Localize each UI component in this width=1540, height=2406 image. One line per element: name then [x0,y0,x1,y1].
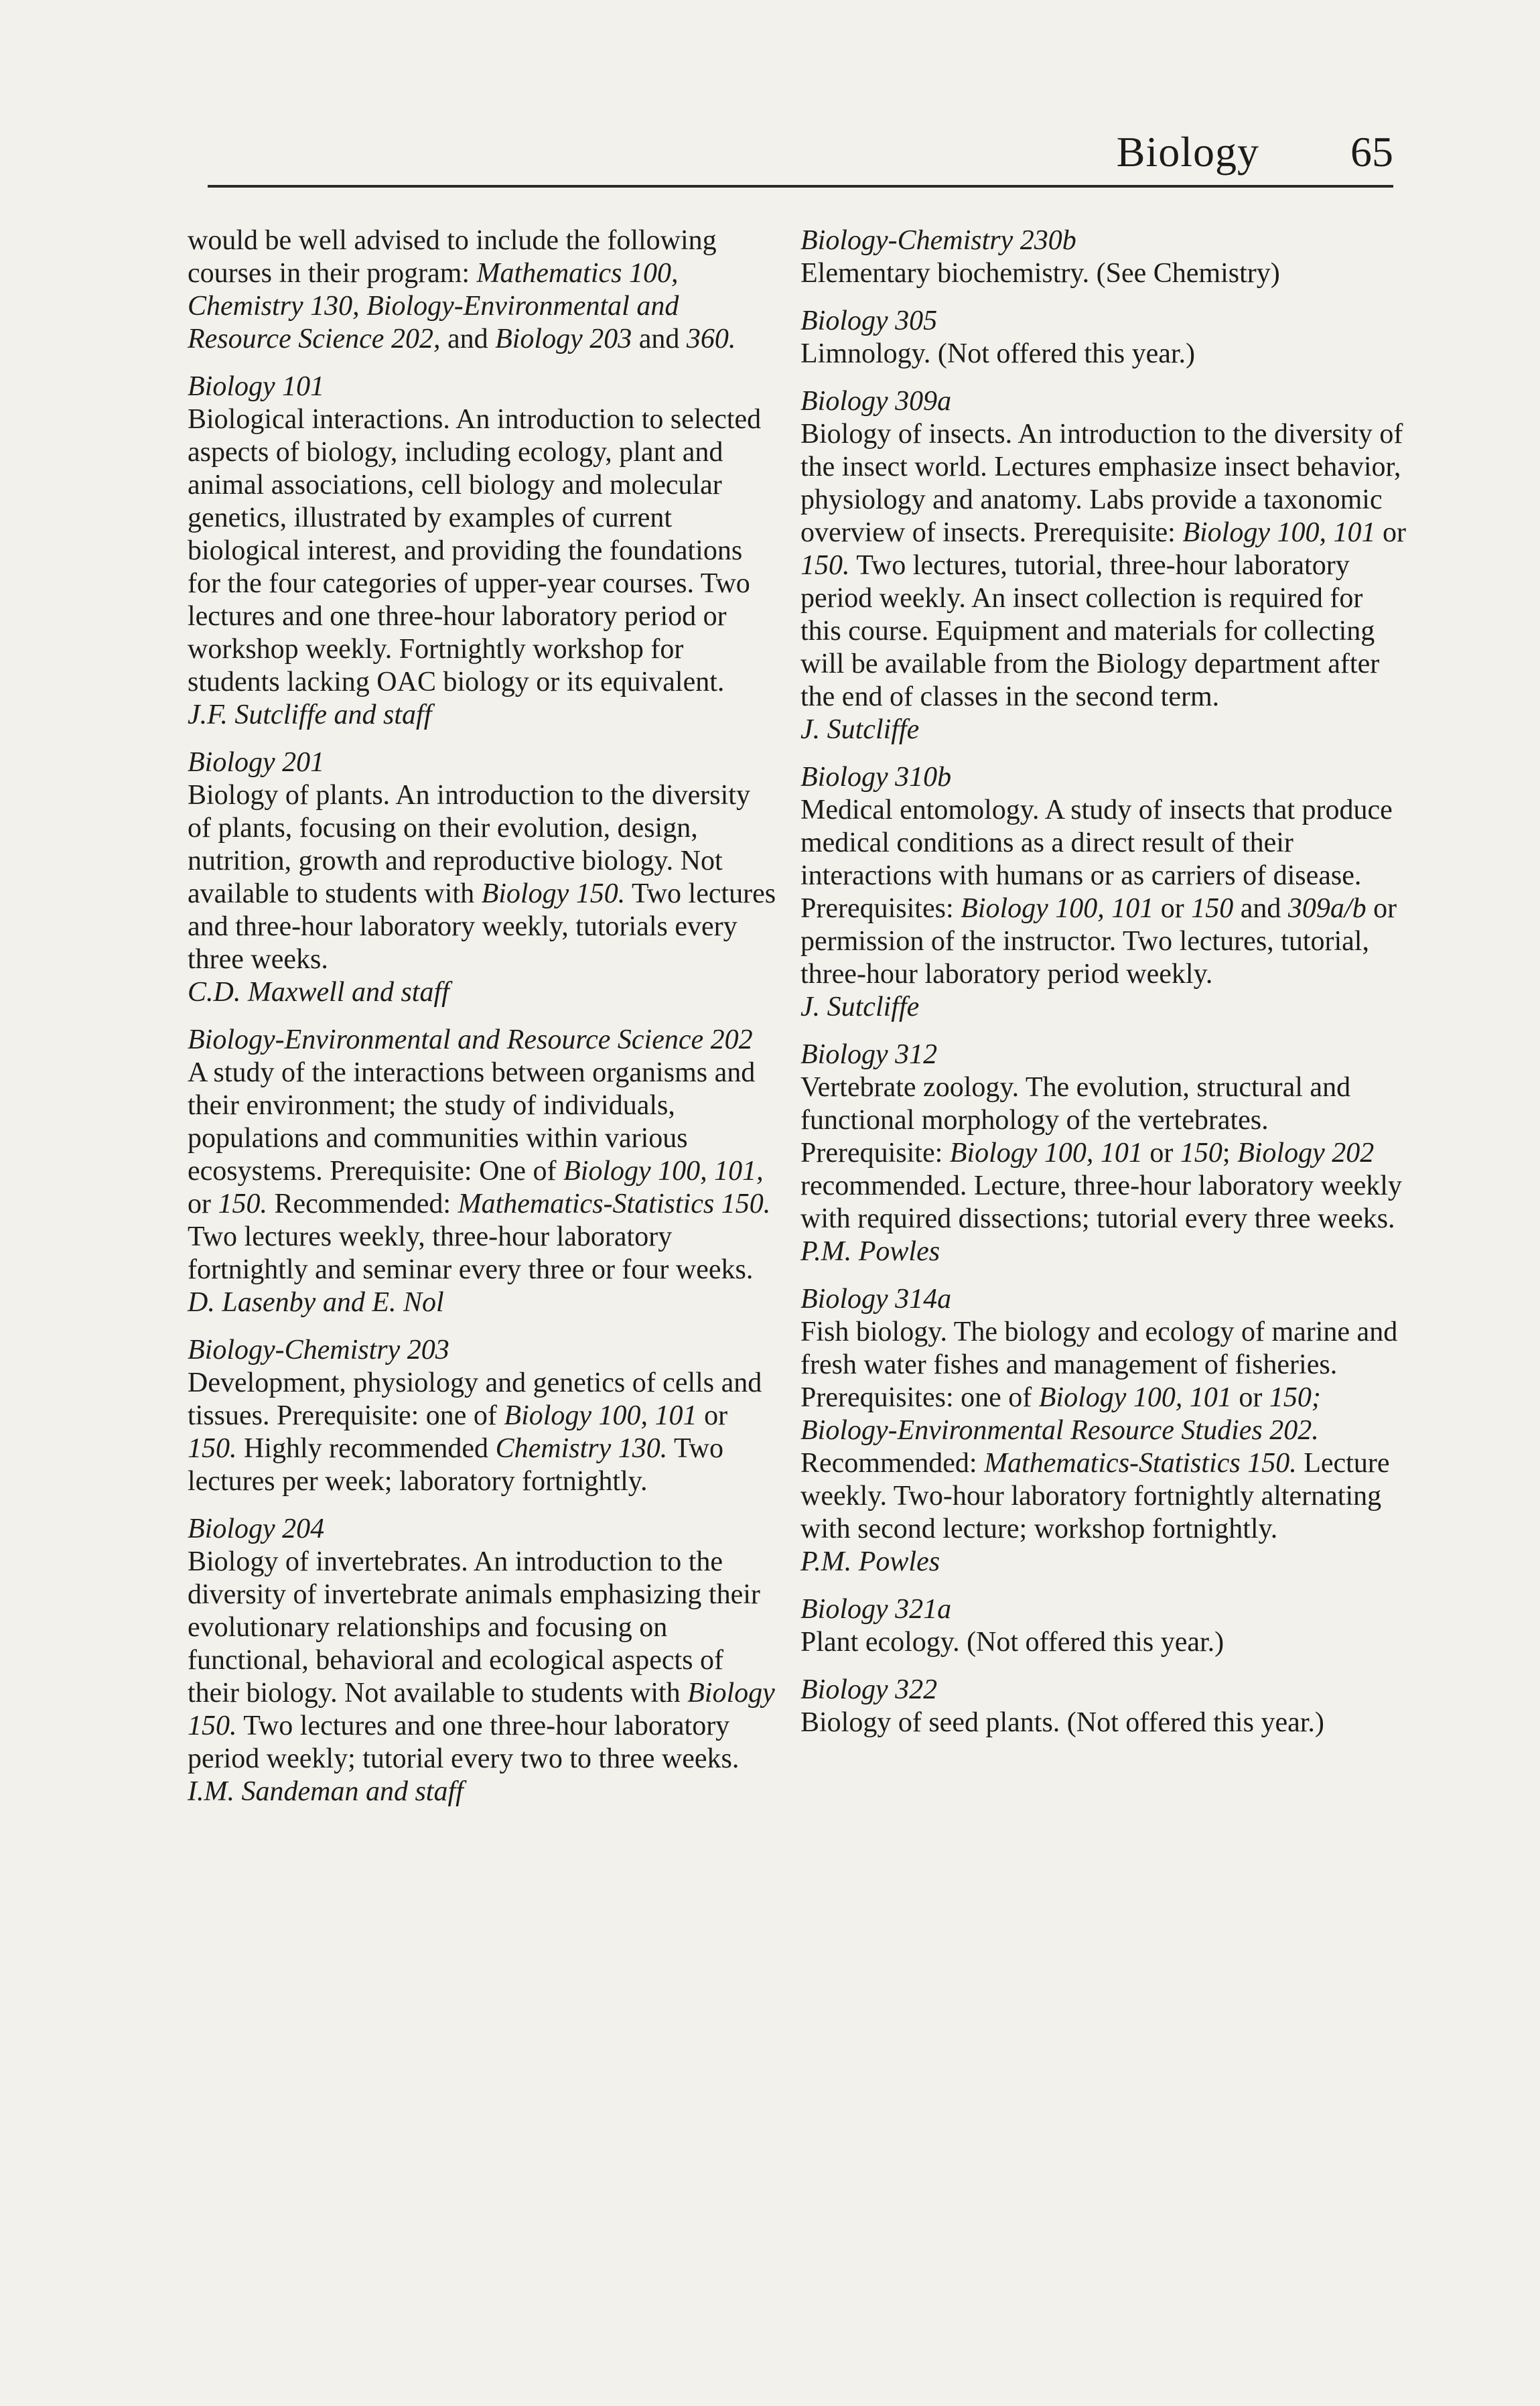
course-title: Biology 101 [188,371,325,402]
course-description [800,418,1407,714]
course-reference: Biology 100, 101 [1038,1382,1232,1413]
course-entry [800,1674,1407,1739]
text-run: would be well advised to include the following courses in their program: [188,225,717,289]
right-entries [800,224,1407,1739]
course-reference: 309a/b [1287,893,1367,924]
text-run: Two lectures and one three-hour laboratory period weekly; tutorial every two to three weeks. [188,1711,740,1774]
course-reference: Chemistry 130. [495,1433,668,1464]
course-reference: Biology 100, 101, [563,1156,764,1187]
left-entries [188,371,777,1808]
course-entry [800,385,1407,746]
course-title: Biology 312 [800,1039,938,1070]
course-description [188,1546,777,1776]
course-instructor: J.F. Sutcliffe and staff [188,699,432,730]
course-title: Biology-Environmental and Resource Science 202 [188,1024,753,1055]
course-reference: Biology 150. [188,1678,775,1741]
course-reference: 150 [1180,1138,1222,1168]
text-run: and [632,324,687,354]
course-reference: Mathematics-Statistics 150. [984,1448,1297,1479]
text-run: or [1153,893,1192,924]
course-reference: Biology 150. [481,878,626,909]
course-reference: 150; Biology-Environmental Resource Studies 202. [800,1382,1321,1446]
text-run: Two lectures and three-hour laboratory weekly, tutorials every three weeks. [188,878,776,975]
text-run: Biology of plants. An introduction to the diversity of plants, focusing on their evolution, design, nutrition, growth and reproductive biology. Not available to students with [188,780,750,909]
course-instructor: P.M. Powles [800,1546,940,1577]
course-title: Biology-Chemistry 230b [800,225,1076,256]
course-instructor: J. Sutcliffe [800,992,920,1022]
course-title: Biology 322 [800,1674,938,1705]
course-reference: 360. [686,324,736,354]
course-title: Biology 309a [800,386,952,417]
course-description [800,338,1407,371]
course-reference: Biology 203 [495,324,632,354]
text-run: Limnology. (Not offered this year.) [800,338,1196,369]
text-run: Biology of insects. An introduction to the diversity of the insect world. Lectures emphasize insect behavior, physiology and anatomy. Labs provide a taxonomic overview of insects. Prerequisite: [800,419,1403,548]
text-run: Lecture weekly. Two-hour laboratory fortnightly alternating with second lecture; workshop fortnightly. [800,1448,1390,1544]
course-instructor: C.D. Maxwell and staff [188,977,449,1008]
course-entry [188,1024,777,1319]
header-rule [208,185,1393,188]
course-instructor: J. Sutcliffe [800,714,920,745]
left-column [188,224,777,1823]
text-run: A study of the interactions between organisms and their environment; the study of individuals, populations and communities within various ecosystems. Prerequisite: One of [188,1057,756,1187]
text-run: and [1233,893,1288,924]
text-run: Fish biology. The biology and ecology of marine and fresh water fishes and management of fisheries. Prerequisites: one of [800,1317,1398,1413]
text-run: or [1231,1382,1269,1413]
course-entry [188,746,777,1009]
course-reference: 150. [218,1189,267,1219]
text-run: Recommended: [267,1189,458,1219]
course-entry [800,1039,1407,1268]
course-reference: Mathematics-Statistics 150. [458,1189,771,1219]
text-run: or permission of the instructor. Two lectures, tutorial, three-hour laboratory period weekly. [800,893,1397,990]
course-title: Biology 310b [800,762,952,793]
course-entry [188,371,777,732]
course-description [800,1071,1407,1235]
course-reference: Mathematics 100, Chemistry 130, Biology-Environmental and Resource Science 202, [188,258,679,354]
course-reference: 150. [800,550,850,581]
page-number: 65 [1350,128,1393,176]
course-reference: Biology 100, 101 [504,1400,697,1431]
course-description [188,1057,777,1286]
course-description [800,794,1407,991]
text-run: Recommended: [800,1448,985,1479]
course-title: Biology 314a [800,1284,952,1315]
text-run: Two lectures per week; laboratory fortnightly. [188,1433,724,1497]
course-entry [188,1334,777,1498]
course-entry [188,1513,777,1808]
course-title: Biology 204 [188,1514,325,1544]
text-run: Biology of invertebrates. An introduction to the diversity of invertebrate animals emphasizing their evolutionary relationships and focusing on functional, behavioral and ecological aspects of their biology. Not available to students with [188,1546,760,1709]
course-instructor: P.M. Powles [800,1236,940,1267]
text-run: and [440,324,496,354]
course-instructor: D. Lasenby and E. Nol [188,1287,444,1318]
course-title: Biology 305 [800,306,938,336]
course-reference: 150 [1191,893,1234,924]
page-header [208,114,1393,194]
course-title: Biology 321a [800,1594,952,1625]
course-description [188,1367,777,1498]
course-description [800,1707,1407,1739]
text-run: Elementary biochemistry. (See Chemistry) [800,258,1280,289]
course-description [188,403,777,699]
course-reference: Biology 100, 101 [961,893,1154,924]
course-reference: Biology 100, 101 [949,1138,1143,1168]
course-reference: Biology 202 [1237,1138,1375,1168]
course-title: Biology 201 [188,747,325,778]
text-run: Biology of seed plants. (Not offered this year.) [800,1707,1324,1738]
text-run: or [1375,517,1406,548]
course-description [800,1316,1407,1546]
intro-paragraph [188,224,777,356]
course-entry [800,1283,1407,1579]
text-run: Medical entomology. A study of insects that produce medical conditions as a direct result of their interactions with humans or as carriers of disease. Prerequisites: [800,795,1393,924]
course-title: Biology-Chemistry 203 [188,1335,449,1365]
course-reference: 150. [188,1433,237,1464]
course-entry [800,224,1407,290]
course-entry [800,761,1407,1024]
course-entry [800,1593,1407,1659]
text-run: or [1142,1138,1180,1168]
text-run: ; [1222,1138,1238,1168]
course-description [800,1626,1407,1659]
course-description [188,779,777,976]
text-run: Two lectures, tutorial, three-hour laboratory period weekly. An insect collection is required for this course. Equipment and materials for collecting will be available from the Biology department after the end of classes in the second term. [800,550,1380,712]
text-run: Development, physiology and genetics of cells and tissues. Prerequisite: one of [188,1367,762,1431]
text-run: Plant ecology. (Not offered this year.) [800,1627,1224,1658]
text-run: Biological interactions. An introduction to selected aspects of biology, including ecology, plant and animal associations, cell biology and molecular genetics, illustrated by examples of current biological interest, and providing the foundations for the four categories of upper-year courses. Two lectures and one three-hour laboratory period or workshop weekly. Fortnightly workshop for students lacking OAC biology or its equivalent. [188,404,762,697]
text-run: or [697,1400,728,1431]
right-column [800,224,1407,1754]
course-instructor: I.M. Sandeman and staff [188,1776,464,1807]
section-title: Biology [1116,128,1259,176]
text-run: or [188,1189,218,1219]
text-run: Two lectures weekly, three-hour laboratory fortnightly and seminar every three or four weeks. [188,1221,754,1285]
text-run: Vertebrate zoology. The evolution, structural and functional morphology of the vertebrates. Prerequisite: [800,1072,1351,1168]
text-run: Highly recommended [236,1433,496,1464]
course-entry [800,305,1407,371]
course-reference: Biology 100, 101 [1182,517,1376,548]
text-run: recommended. Lecture, three-hour laboratory weekly with required dissections; tutorial every three weeks. [800,1171,1402,1234]
course-description [800,257,1407,290]
